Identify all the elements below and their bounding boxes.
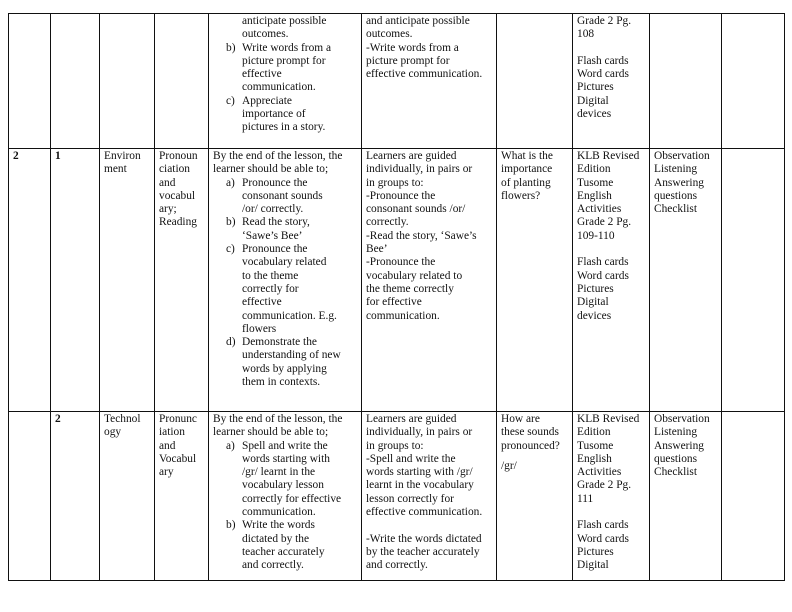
text-line: devices — [577, 309, 612, 322]
text-line: KLB Revised — [577, 413, 640, 425]
text-line: communication. E.g. — [242, 309, 337, 322]
text-line: questions — [654, 189, 698, 202]
cell-reflection — [722, 412, 785, 581]
table-row — [9, 149, 785, 412]
list-item — [213, 42, 357, 95]
text-line: Pictures — [577, 81, 614, 94]
text-line: Activities — [577, 203, 622, 216]
text-line: flowers? — [501, 189, 541, 202]
text-line: learner should be able to; — [213, 163, 329, 176]
text-block — [577, 150, 645, 323]
text-line: questions — [654, 452, 698, 465]
list-item-continuation — [242, 15, 357, 42]
text-line: learner should be able to; — [213, 426, 329, 439]
text-line: Word cards — [577, 269, 629, 282]
text-line: iation — [159, 426, 185, 439]
cell-learning-experiences — [362, 149, 497, 412]
text-line: 111 — [577, 492, 594, 505]
cell-sub-strand — [155, 14, 209, 149]
text-line: ary — [159, 466, 174, 479]
text-line: picture prompt for — [242, 54, 326, 67]
cell-reflection — [722, 149, 785, 412]
text-line: /or/ correctly. — [242, 203, 304, 216]
text-line: and anticipate possible — [366, 15, 470, 27]
text-line: Vocabul — [159, 452, 197, 465]
text-line: Word cards — [577, 68, 629, 81]
text-line: Learners are guided — [366, 150, 457, 162]
text-line: Appreciate — [242, 94, 292, 107]
text-block — [577, 15, 645, 121]
list-item-text — [242, 42, 331, 95]
text-line: Observation — [654, 150, 710, 162]
text-block — [366, 150, 492, 323]
text-block — [159, 413, 204, 479]
cell-assessment — [650, 14, 722, 149]
cell-resources — [573, 412, 650, 581]
text-line: By the end of the lesson, the — [213, 150, 343, 162]
cell-assessment — [650, 149, 722, 412]
text-line: and correctly. — [366, 559, 428, 572]
text-line: Tusome — [577, 439, 614, 452]
text-line: Pictures — [577, 545, 614, 558]
cell-reflection — [722, 14, 785, 149]
cell-lesson — [51, 14, 100, 149]
text-line: ciation — [159, 163, 190, 176]
text-line: Pronounce the — [242, 243, 308, 256]
cell-inquiry-question — [497, 412, 573, 581]
text-line: understanding of new — [242, 349, 341, 362]
text-block — [55, 413, 95, 426]
list-item-text — [242, 519, 325, 572]
text-line: -Pronounce the — [366, 189, 436, 202]
text-line: Spell and write the — [242, 439, 328, 452]
list-marker: b) — [226, 41, 236, 54]
text-line: outcomes. — [242, 28, 289, 41]
text-line: importance of — [242, 108, 306, 121]
text-line: 2 — [55, 413, 61, 425]
list-item — [213, 336, 357, 389]
text-line: consonant sounds /or/ — [366, 203, 466, 216]
text-line: individually, in pairs or — [366, 426, 473, 439]
text-line: What is the — [501, 150, 553, 162]
table-row — [9, 412, 785, 581]
text-line: and — [159, 439, 176, 452]
list-item-text — [242, 440, 341, 520]
list-marker: b) — [226, 216, 236, 229]
text-line: and — [159, 176, 176, 189]
text-line: anticipate possible — [242, 15, 327, 27]
list-marker: a) — [226, 439, 235, 452]
text-line: importance — [501, 163, 553, 176]
cell-learning-outcomes — [209, 149, 362, 412]
text-line: Write the words — [242, 519, 315, 532]
text-line: for effective — [366, 296, 422, 309]
text-line: Pronounce the — [242, 176, 308, 189]
text-block — [366, 15, 492, 81]
text-line: individually, in pairs or — [366, 163, 473, 176]
text-line: Technol — [104, 413, 141, 425]
list-item — [213, 216, 357, 243]
cell-assessment — [650, 412, 722, 581]
text-line: these sounds — [501, 426, 559, 439]
cell-inquiry-question — [497, 149, 573, 412]
text-line — [366, 519, 492, 532]
text-line — [577, 506, 645, 519]
text-line: picture prompt for — [366, 54, 450, 67]
text-block — [501, 413, 568, 453]
text-line: communication. — [242, 81, 316, 94]
text-line: Observation — [654, 413, 710, 425]
text-line: Grade 2 Pg. — [577, 479, 632, 492]
text-block — [213, 150, 357, 177]
text-line: Answering — [654, 439, 704, 452]
text-line: to the theme — [242, 269, 299, 282]
list-marker: c) — [226, 243, 235, 256]
text-line: vocabulary lesson — [242, 479, 324, 492]
list-marker: b) — [226, 519, 236, 532]
list-marker: c) — [226, 94, 235, 107]
text-block — [654, 150, 717, 216]
list-marker: d) — [226, 336, 236, 349]
text-line: correctly. — [366, 216, 409, 229]
text-line: Digital — [577, 296, 609, 309]
text-line: -Write words from a — [366, 41, 459, 54]
text-block — [213, 413, 357, 440]
text-line: correctly for — [242, 282, 299, 295]
text-line: words starting with /gr/ — [366, 466, 473, 479]
cell-learning-outcomes — [209, 412, 362, 581]
list-item — [213, 519, 357, 572]
text-line — [577, 243, 645, 256]
text-line: Grade 2 Pg. — [577, 216, 632, 229]
text-line: 1 — [55, 150, 61, 162]
text-line: Demonstrate the — [242, 336, 317, 349]
text-block — [501, 460, 568, 473]
list-marker: a) — [226, 176, 235, 189]
text-line: Answering — [654, 176, 704, 189]
list-item — [213, 95, 357, 135]
cell-sub-strand — [155, 412, 209, 581]
text-line: vocabulary related — [242, 256, 327, 269]
text-line: -Read the story, ‘Sawe’s — [366, 229, 477, 242]
text-block — [55, 150, 95, 163]
text-line: English — [577, 189, 612, 202]
text-line: and correctly. — [242, 559, 304, 572]
cell-strand — [100, 412, 155, 581]
text-line: How are — [501, 413, 540, 425]
text-block — [159, 150, 204, 230]
text-line: pronounced? — [501, 439, 560, 452]
text-block — [13, 150, 46, 163]
text-line: Flash cards — [577, 519, 629, 532]
text-line: words by applying — [242, 362, 327, 375]
text-line: devices — [577, 108, 612, 121]
cell-lesson — [51, 149, 100, 412]
list-item — [213, 177, 357, 217]
text-block — [104, 150, 150, 177]
text-line: -Write the words dictated — [366, 532, 482, 545]
text-line: Learners are guided — [366, 413, 457, 425]
cell-learning-experiences — [362, 412, 497, 581]
text-line: Bee’ — [366, 243, 388, 256]
text-line: 2 — [13, 150, 19, 162]
text-line: flowers — [242, 322, 277, 335]
table-row — [9, 14, 785, 149]
text-line: By the end of the lesson, the — [213, 413, 343, 425]
text-line: Word cards — [577, 532, 629, 545]
text-line: Tusome — [577, 176, 614, 189]
cell-week — [9, 149, 51, 412]
text-line: communication. — [366, 309, 440, 322]
text-line: Edition — [577, 426, 611, 439]
text-line: ment — [104, 163, 127, 176]
text-line: learnt in the vocabulary — [366, 479, 474, 492]
text-line: Grade 2 Pg. — [577, 15, 632, 27]
cell-resources — [573, 14, 650, 149]
text-line: English — [577, 452, 612, 465]
text-line: of planting — [501, 176, 551, 189]
text-line: Read the story, — [242, 216, 310, 229]
text-line: 108 — [577, 28, 595, 41]
text-line: -Spell and write the — [366, 452, 456, 465]
list-item — [213, 440, 357, 520]
text-line: KLB Revised — [577, 150, 640, 162]
text-line: Digital — [577, 559, 609, 572]
list-item-text — [242, 243, 337, 336]
text-line: consonant sounds — [242, 189, 323, 202]
cell-lesson — [51, 412, 100, 581]
list-item-text — [242, 216, 310, 243]
text-line: Pictures — [577, 282, 614, 295]
text-line: Write words from a — [242, 41, 332, 54]
text-line: communication. — [242, 506, 316, 519]
text-line: in groups to: — [366, 176, 424, 189]
text-line: /gr/ learnt in the — [242, 466, 316, 479]
text-line: Pronoun — [159, 150, 198, 162]
text-line: ogy — [104, 426, 122, 439]
text-block — [501, 150, 568, 203]
cell-learning-outcomes — [209, 14, 362, 149]
text-line: vocabul — [159, 189, 196, 202]
text-line: pictures in a story. — [242, 121, 326, 134]
text-line: Digital — [577, 94, 609, 107]
text-line: Activities — [577, 466, 622, 479]
text-line: effective — [242, 296, 282, 309]
text-line: Flash cards — [577, 54, 629, 67]
text-line: Environ — [104, 150, 141, 162]
text-line: effective communication. — [366, 506, 483, 519]
cell-strand — [100, 14, 155, 149]
text-line: Listening — [654, 426, 698, 439]
text-line: Checklist — [654, 466, 698, 479]
text-line: -Pronounce the — [366, 256, 436, 269]
text-block — [366, 413, 492, 573]
text-line: Reading — [159, 216, 197, 229]
text-line: words starting with — [242, 452, 330, 465]
text-line: /gr/ — [501, 459, 517, 472]
text-line: Pronunc — [159, 413, 197, 425]
list-item-text — [242, 336, 341, 389]
list-item — [213, 243, 357, 336]
text-line: Checklist — [654, 203, 698, 216]
text-block — [654, 413, 717, 479]
cell-inquiry-question — [497, 14, 573, 149]
text-block — [577, 413, 645, 573]
list-item-text — [242, 95, 325, 135]
text-line: ‘Sawe’s Bee’ — [242, 229, 303, 242]
text-line: effective communication. — [366, 68, 483, 81]
text-line — [577, 42, 645, 55]
text-block — [104, 413, 150, 440]
list-item-text — [242, 177, 323, 217]
text-line: teacher accurately — [242, 545, 325, 558]
text-line: correctly for effective — [242, 492, 342, 505]
text-line: dictated by the — [242, 532, 310, 545]
text-line: by the teacher accurately — [366, 545, 480, 558]
cell-strand — [100, 149, 155, 412]
text-line: the theme correctly — [366, 282, 454, 295]
cell-week — [9, 14, 51, 149]
text-line: them in contexts. — [242, 376, 321, 389]
text-line: 109-110 — [577, 229, 615, 242]
scheme-of-work-table — [8, 13, 785, 581]
cell-week — [9, 412, 51, 581]
text-line: outcomes. — [366, 28, 413, 41]
text-line: vocabulary related to — [366, 269, 463, 282]
cell-resources — [573, 149, 650, 412]
text-line: effective — [242, 68, 282, 81]
text-line: lesson correctly for — [366, 492, 454, 505]
cell-sub-strand — [155, 149, 209, 412]
text-line: Flash cards — [577, 256, 629, 269]
text-line: Edition — [577, 163, 611, 176]
text-line: in groups to: — [366, 439, 424, 452]
text-line: ary; — [159, 203, 177, 216]
cell-learning-experiences — [362, 14, 497, 149]
text-line: Listening — [654, 163, 698, 176]
